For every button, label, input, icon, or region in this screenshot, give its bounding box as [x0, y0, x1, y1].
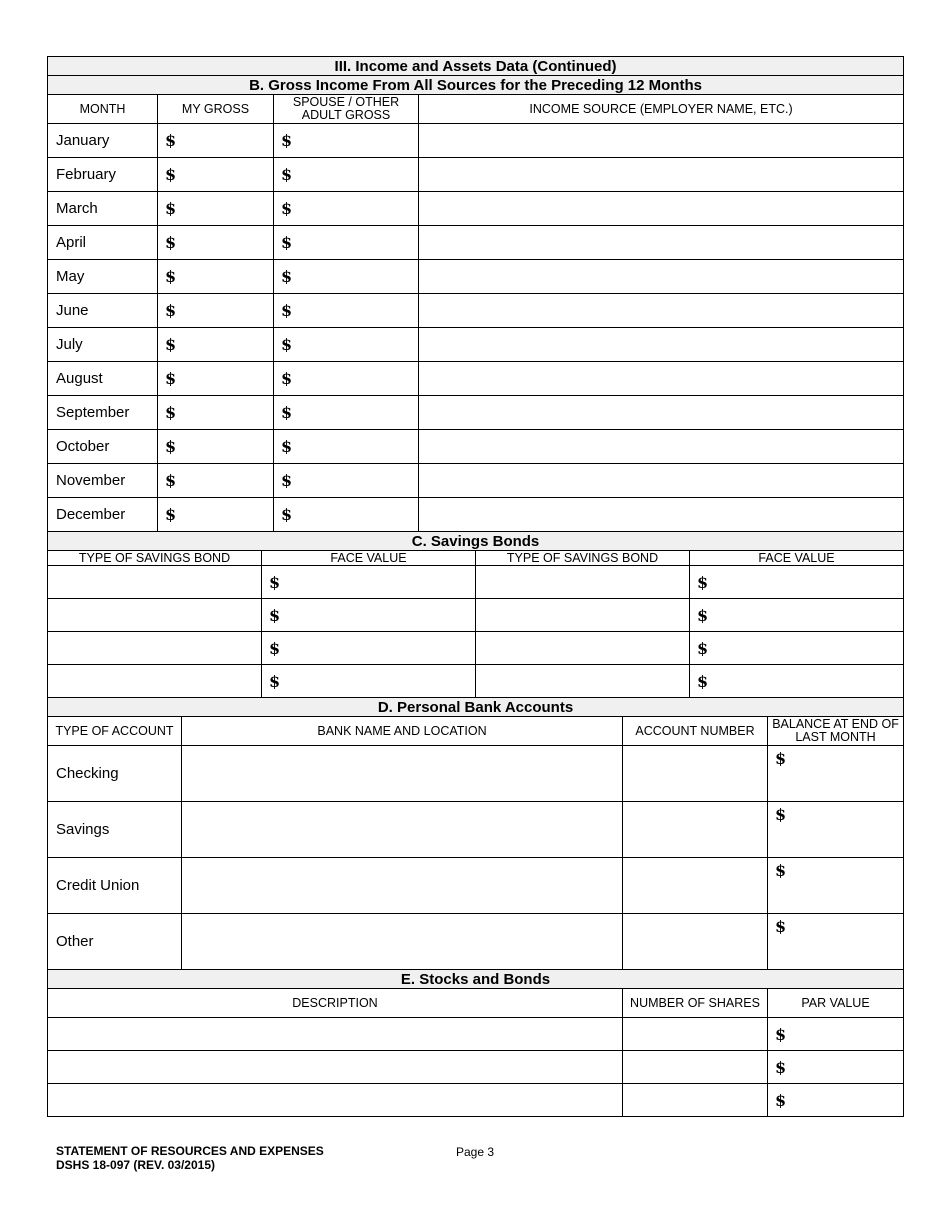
income-source-field[interactable] [419, 362, 904, 396]
col-header-my-gross: MY GROSS [158, 95, 274, 124]
spouse-gross-field[interactable]: $ [274, 498, 419, 532]
table-row [48, 802, 904, 858]
col-header-bank-name: BANK NAME AND LOCATION [182, 717, 623, 746]
table-row [48, 665, 904, 698]
col-header-account-type: TYPE OF ACCOUNT [48, 717, 182, 746]
income-source-field[interactable] [419, 192, 904, 226]
table-row [48, 362, 904, 396]
income-source-field[interactable] [419, 124, 904, 158]
col-header-bond-type-1: TYPE OF SAVINGS BOND [48, 551, 262, 566]
bank-accounts-title: D. Personal Bank Accounts [48, 698, 904, 717]
table-row [48, 1084, 904, 1117]
shares-field[interactable] [623, 1018, 768, 1051]
table-row [48, 498, 904, 532]
income-source-field[interactable] [419, 396, 904, 430]
spouse-gross-field[interactable]: $ [274, 328, 419, 362]
my-gross-field[interactable]: $ [158, 464, 274, 498]
savings-bonds-title: C. Savings Bonds [48, 532, 904, 551]
my-gross-field[interactable]: $ [158, 362, 274, 396]
page-number: Page 3 [456, 1145, 495, 1159]
account-type-label: Other [48, 914, 182, 970]
bond-face-value-field[interactable]: $ [690, 566, 904, 599]
spouse-gross-field[interactable]: $ [274, 226, 419, 260]
my-gross-field[interactable]: $ [158, 294, 274, 328]
bond-face-value-field[interactable]: $ [690, 599, 904, 632]
table-row [48, 396, 904, 430]
stock-description-field[interactable] [48, 1051, 623, 1084]
bond-face-value-field[interactable]: $ [262, 632, 476, 665]
spouse-gross-field[interactable]: $ [274, 294, 419, 328]
my-gross-field[interactable]: $ [158, 158, 274, 192]
bank-name-field[interactable] [182, 914, 623, 970]
my-gross-field[interactable]: $ [158, 192, 274, 226]
bond-face-value-field[interactable]: $ [690, 632, 904, 665]
stock-rows [48, 1018, 904, 1117]
col-header-income-source: INCOME SOURCE (EMPLOYER NAME, ETC.) [419, 95, 904, 124]
my-gross-field[interactable]: $ [158, 226, 274, 260]
table-row [48, 226, 904, 260]
shares-field[interactable] [623, 1051, 768, 1084]
col-header-shares: NUMBER OF SHARES [623, 989, 768, 1018]
month-label: September [48, 396, 158, 430]
month-label: March [48, 192, 158, 226]
form-number: DSHS 18-097 (REV. 03/2015) [56, 1158, 215, 1172]
spouse-gross-field[interactable]: $ [274, 362, 419, 396]
table-row [48, 632, 904, 665]
month-label: October [48, 430, 158, 464]
col-header-description: DESCRIPTION [48, 989, 623, 1018]
par-value-field[interactable]: $ [768, 1018, 904, 1051]
my-gross-field[interactable]: $ [158, 328, 274, 362]
spouse-gross-field[interactable]: $ [274, 464, 419, 498]
form-title: STATEMENT OF RESOURCES AND EXPENSES [56, 1144, 324, 1158]
table-row [48, 158, 904, 192]
gross-income-title: B. Gross Income From All Sources for the Preceding 12 Months [48, 76, 904, 95]
account-number-field[interactable] [623, 858, 768, 914]
balance-field[interactable]: $ [768, 746, 904, 802]
savings-bonds-table [47, 531, 904, 698]
month-label: January [48, 124, 158, 158]
col-header-spouse-gross: SPOUSE / OTHER ADULT GROSS [274, 95, 419, 124]
table-row [48, 566, 904, 599]
my-gross-field[interactable]: $ [158, 260, 274, 294]
table-row [48, 858, 904, 914]
form-footer [56, 1144, 324, 1172]
month-label: February [48, 158, 158, 192]
table-row [48, 124, 904, 158]
account-rows [48, 746, 904, 970]
bond-type-field[interactable] [476, 566, 690, 599]
balance-field[interactable]: $ [768, 858, 904, 914]
par-value-field[interactable]: $ [768, 1051, 904, 1084]
spouse-gross-field[interactable]: $ [274, 158, 419, 192]
income-source-field[interactable] [419, 498, 904, 532]
spouse-gross-field[interactable]: $ [274, 430, 419, 464]
bank-accounts-table [47, 697, 904, 970]
month-label: April [48, 226, 158, 260]
account-type-label: Checking [48, 746, 182, 802]
table-row [48, 599, 904, 632]
col-header-month: MONTH [48, 95, 158, 124]
table-row [48, 260, 904, 294]
month-rows [48, 124, 904, 532]
bond-type-field[interactable] [476, 632, 690, 665]
stocks-bonds-table [47, 969, 904, 1117]
balance-field[interactable]: $ [768, 914, 904, 970]
table-row [48, 1018, 904, 1051]
spouse-gross-field[interactable]: $ [274, 396, 419, 430]
account-type-label: Savings [48, 802, 182, 858]
spouse-gross-field[interactable]: $ [274, 124, 419, 158]
bond-type-field[interactable] [48, 632, 262, 665]
bond-face-value-field[interactable]: $ [690, 665, 904, 698]
income-source-field[interactable] [419, 226, 904, 260]
balance-field[interactable]: $ [768, 802, 904, 858]
income-source-field[interactable] [419, 464, 904, 498]
month-label: July [48, 328, 158, 362]
bond-face-value-field[interactable]: $ [262, 599, 476, 632]
bond-type-field[interactable] [48, 599, 262, 632]
bond-type-field[interactable] [476, 665, 690, 698]
col-header-balance: BALANCE AT END OF LAST MONTH [768, 717, 904, 746]
table-row [48, 464, 904, 498]
income-source-field[interactable] [419, 294, 904, 328]
account-number-field[interactable] [623, 746, 768, 802]
month-label: May [48, 260, 158, 294]
stocks-bonds-title: E. Stocks and Bonds [48, 970, 904, 989]
bond-face-value-field[interactable]: $ [262, 665, 476, 698]
col-header-bond-type-2: TYPE OF SAVINGS BOND [476, 551, 690, 566]
table-row [48, 746, 904, 802]
month-label: August [48, 362, 158, 396]
bond-type-field[interactable] [476, 599, 690, 632]
bank-name-field[interactable] [182, 858, 623, 914]
my-gross-field[interactable]: $ [158, 430, 274, 464]
table-row [48, 914, 904, 970]
bond-rows [48, 566, 904, 698]
shares-field[interactable] [623, 1084, 768, 1117]
spouse-gross-field[interactable]: $ [274, 260, 419, 294]
gross-income-table [47, 56, 904, 532]
month-label: November [48, 464, 158, 498]
account-number-field[interactable] [623, 914, 768, 970]
table-row [48, 328, 904, 362]
account-type-label: Credit Union [48, 858, 182, 914]
table-row [48, 1051, 904, 1084]
col-header-account-number: ACCOUNT NUMBER [623, 717, 768, 746]
month-label: June [48, 294, 158, 328]
my-gross-field[interactable]: $ [158, 124, 274, 158]
income-source-field[interactable] [419, 328, 904, 362]
col-header-face-value-1: FACE VALUE [262, 551, 476, 566]
my-gross-field[interactable]: $ [158, 498, 274, 532]
table-row [48, 294, 904, 328]
bond-type-field[interactable] [48, 665, 262, 698]
income-assets-form [47, 56, 903, 1117]
month-label: December [48, 498, 158, 532]
stock-description-field[interactable] [48, 1084, 623, 1117]
col-header-par-value: PAR VALUE [768, 989, 904, 1018]
my-gross-field[interactable]: $ [158, 396, 274, 430]
income-source-field[interactable] [419, 430, 904, 464]
bank-name-field[interactable] [182, 802, 623, 858]
par-value-field[interactable]: $ [768, 1084, 904, 1117]
table-row [48, 430, 904, 464]
bank-name-field[interactable] [182, 746, 623, 802]
income-source-field[interactable] [419, 260, 904, 294]
spouse-gross-field[interactable]: $ [274, 192, 419, 226]
table-row [48, 192, 904, 226]
bond-type-field[interactable] [48, 566, 262, 599]
account-number-field[interactable] [623, 802, 768, 858]
stock-description-field[interactable] [48, 1018, 623, 1051]
bond-face-value-field[interactable]: $ [262, 566, 476, 599]
section-title: III. Income and Assets Data (Continued) [48, 57, 904, 76]
col-header-face-value-2: FACE VALUE [690, 551, 904, 566]
income-source-field[interactable] [419, 158, 904, 192]
